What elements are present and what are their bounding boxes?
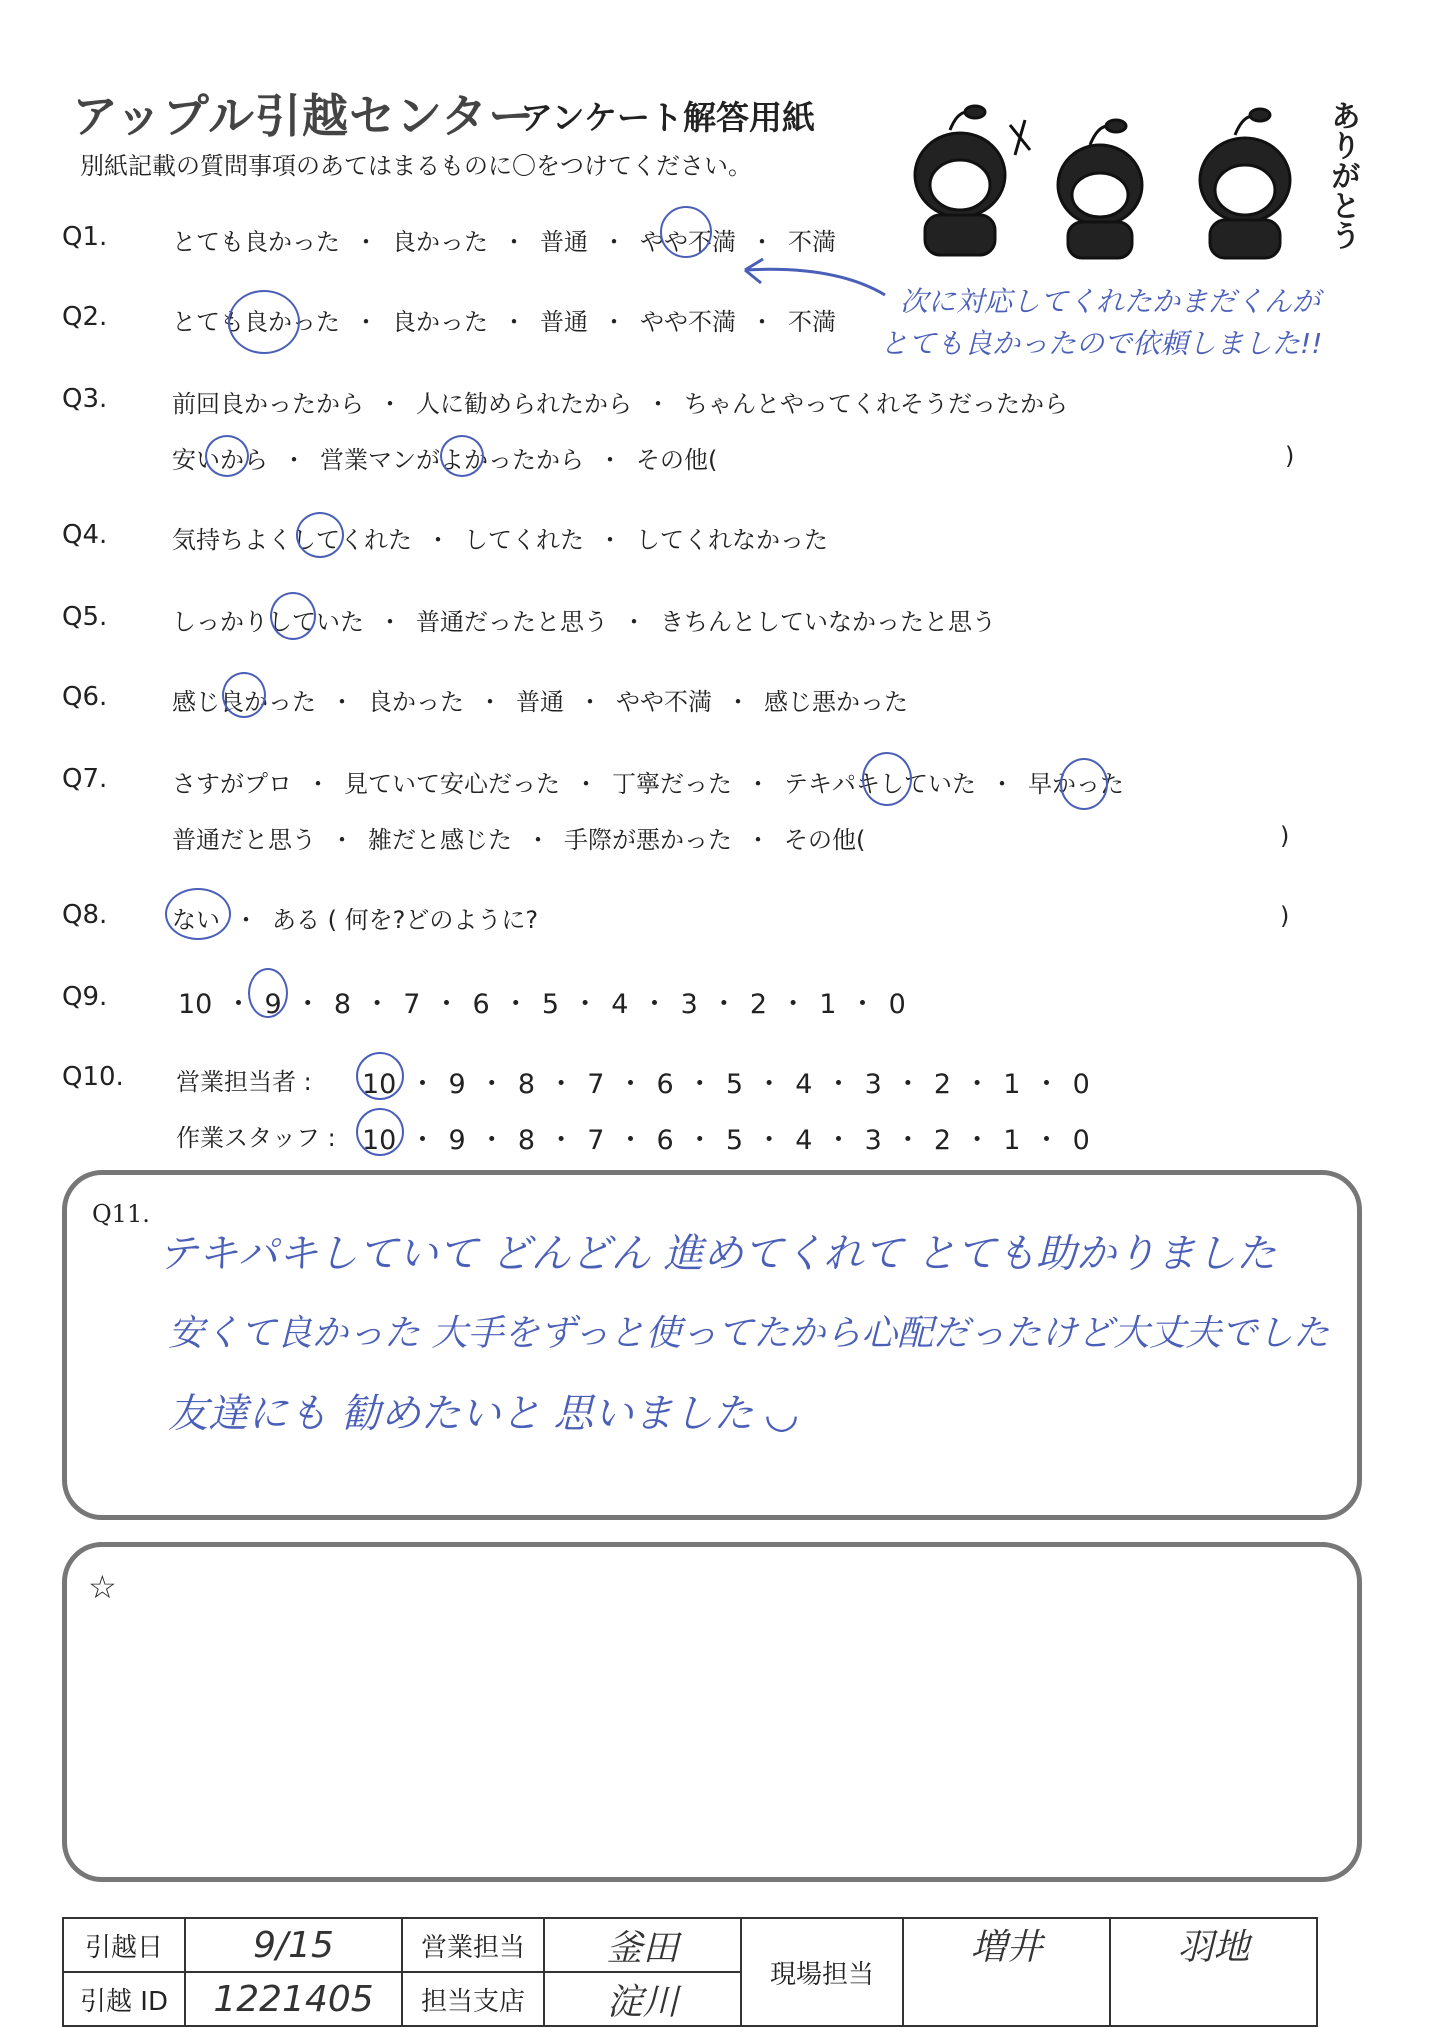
q4-option[interactable]: してくれなかった: [636, 526, 828, 554]
footer-info-table: [62, 1917, 1318, 2027]
q2-option[interactable]: 良かった: [392, 308, 488, 336]
answer-circle: [862, 752, 912, 806]
q5-label: Q5.: [62, 602, 108, 632]
q3-option[interactable]: ちゃんとやってくれそうだったから: [684, 390, 1068, 418]
q4-label: Q4.: [62, 520, 108, 550]
q7-option[interactable]: 丁寧だった: [612, 770, 732, 798]
sales-rep-label: 営業担当: [402, 1918, 544, 1972]
q6-option[interactable]: 良かった: [368, 688, 464, 716]
q3-option[interactable]: 人に勧められたから: [416, 390, 632, 418]
q3-option[interactable]: 前回良かったから: [172, 390, 364, 418]
q9-scale[interactable]: 10 ・ 9 ・ 8 ・ 7 ・ 6 ・ 5 ・ 4 ・ 3 ・ 2 ・ 1 ・ 0: [178, 989, 906, 1020]
q1-option[interactable]: やや不満: [640, 228, 736, 256]
q4-option[interactable]: してくれた: [464, 526, 584, 554]
q7-option[interactable]: 見ていて安心だった: [344, 770, 560, 798]
gorilla-3-icon: [1200, 109, 1290, 258]
answer-circle: [205, 435, 249, 477]
q1-label: Q1.: [62, 222, 108, 252]
q10-label: Q10.: [62, 1062, 124, 1092]
q10-sales-scale[interactable]: 10 ・ 9 ・ 8 ・ 7 ・ 6 ・ 5 ・ 4 ・ 3 ・ 2 ・ 1 ・ 0: [362, 1069, 1090, 1100]
q11-handwriting-line-1: テキパキしていて どんどん 進めてくれて とても助かりました: [158, 1231, 1277, 1277]
q7-option[interactable]: さすがプロ: [172, 770, 292, 798]
answer-circle: [356, 1108, 404, 1156]
answer-circle: [440, 435, 484, 477]
q3-options-line-2: 安いから ・ 営業マンがよかったから ・ その他(: [172, 446, 718, 474]
branch-label: 担当支店: [402, 1972, 544, 2026]
move-date-label: 引越日: [63, 1918, 185, 1972]
q2-option[interactable]: とても良かった: [172, 308, 340, 336]
q5-options: しっかりしていた ・ 普通だったと思う ・ きちんとしていなかったと思う: [172, 608, 996, 636]
q8-option[interactable]: ない: [172, 906, 220, 934]
q10-staff-scale[interactable]: 10 ・ 9 ・ 8 ・ 7 ・ 6 ・ 5 ・ 4 ・ 3 ・ 2 ・ 1 ・ 0: [362, 1125, 1090, 1156]
q7-option[interactable]: 手際が悪かった: [564, 826, 732, 854]
q6-option[interactable]: 感じ良かった: [172, 688, 316, 716]
move-date-value[interactable]: 9/15: [185, 1918, 402, 1972]
q1-option[interactable]: 不満: [788, 228, 836, 256]
q11-handwriting-line-3: 友達にも 勧めたいと 思いました ◡: [168, 1391, 797, 1437]
q11-handwriting-line-2: 安くて良かった 大手をずっと使ってたから心配だったけど大丈夫でした: [168, 1313, 1330, 1354]
star-comment-box[interactable]: [62, 1542, 1362, 1882]
answer-circle: [270, 592, 316, 640]
side-note-line-1: 次に対応してくれたかまだくんが: [900, 285, 1321, 318]
q7-options-line-1: さすがプロ ・ 見ていて安心だった ・ 丁寧だった ・ テキパキしていた ・ 早かった: [172, 770, 1124, 798]
q6-option[interactable]: やや不満: [616, 688, 712, 716]
q3-option[interactable]: その他(: [636, 446, 718, 474]
q2-option[interactable]: 普通: [540, 308, 588, 336]
q7-option[interactable]: 雑だと感じた: [368, 826, 512, 854]
move-id-label: 引越 ID: [63, 1972, 185, 2026]
q1-options: とても良かった ・ 良かった ・ 普通 ・ やや不満 ・ 不満: [172, 228, 836, 256]
q8-close-paren: ): [1280, 902, 1290, 930]
q5-option[interactable]: 普通だったと思う: [416, 608, 608, 636]
arigatou-text: ありがとう: [1325, 100, 1360, 250]
site-staff-value-1[interactable]: 増井: [903, 1918, 1110, 2026]
branch-value[interactable]: 淀川: [544, 1972, 741, 2026]
gorilla-mascots-illustration: [890, 90, 1320, 260]
q7-label: Q7.: [62, 764, 108, 794]
q8-label: Q8.: [62, 900, 108, 930]
q1-option[interactable]: 良かった: [392, 228, 488, 256]
answer-circle: [222, 672, 266, 718]
q7-option[interactable]: 普通だと思う: [172, 826, 316, 854]
q7-options-line-2: 普通だと思う ・ 雑だと感じた ・ 手際が悪かった ・ その他(: [172, 826, 866, 854]
q11-label: Q11.: [92, 1200, 150, 1228]
q7-option[interactable]: その他(: [784, 826, 866, 854]
answer-circle: [296, 512, 344, 558]
answer-circle: [356, 1052, 404, 1100]
answer-circle: [1060, 758, 1108, 810]
q4-options: 気持ちよくしてくれた ・ してくれた ・ してくれなかった: [172, 526, 828, 554]
q3-close-paren: ): [1285, 442, 1295, 470]
gorilla-2-icon: [1010, 120, 1142, 258]
q7-option[interactable]: 早かった: [1028, 770, 1124, 798]
q5-option[interactable]: きちんとしていなかったと思う: [660, 608, 996, 636]
sales-rep-value[interactable]: 釜田: [544, 1918, 741, 1972]
q1-option[interactable]: 普通: [540, 228, 588, 256]
q3-option[interactable]: 安いから: [172, 446, 268, 474]
q7-option[interactable]: テキパキしていた: [784, 770, 976, 798]
answer-circle: [165, 888, 231, 940]
q2-option[interactable]: 不満: [788, 308, 836, 336]
company-title: アップル引越センター: [72, 89, 536, 143]
answer-circle: [248, 968, 288, 1018]
q1-option[interactable]: とても良かった: [172, 228, 340, 256]
move-id-value[interactable]: 1221405: [185, 1972, 402, 2026]
q6-options: 感じ良かった ・ 良かった ・ 普通 ・ やや不満 ・ 感じ悪かった: [172, 688, 908, 716]
q5-option[interactable]: しっかりしていた: [172, 608, 364, 636]
answer-circle: [228, 290, 300, 354]
q7-close-paren: ): [1280, 822, 1290, 850]
q10-sales-label: 営業担当者 :: [176, 1068, 312, 1096]
q2-options: とても良かった ・ 良かった ・ 普通 ・ やや不満 ・ 不満: [172, 308, 836, 336]
q6-option[interactable]: 普通: [516, 688, 564, 716]
q10-staff-label: 作業スタッフ :: [176, 1124, 336, 1152]
q9-label: Q9.: [62, 982, 108, 1012]
side-note-arrow-icon: [735, 255, 895, 325]
q3-option[interactable]: 営業マンがよかったから: [320, 446, 584, 474]
q6-option[interactable]: 感じ悪かった: [764, 688, 908, 716]
q3-label: Q3.: [62, 384, 108, 414]
answer-circle: [660, 206, 712, 258]
side-note-line-2: とても良かったので依頼しました!!: [880, 327, 1323, 360]
q6-label: Q6.: [62, 682, 108, 712]
q4-option[interactable]: 気持ちよくしてくれた: [172, 526, 412, 554]
form-subtitle: アンケート解答用紙: [520, 98, 816, 137]
q8-options: ない ・ ある ( 何を?どのように?: [172, 906, 539, 934]
star-label: ☆: [88, 1568, 117, 1606]
q3-options-line-1: 前回良かったから ・ 人に勧められたから ・ ちゃんとやってくれそうだったから: [172, 390, 1068, 418]
q8-option[interactable]: ある ( 何を?どのように?: [272, 906, 539, 934]
site-staff-label: 現場担当: [741, 1918, 903, 2026]
q2-label: Q2.: [62, 302, 108, 332]
q2-option[interactable]: やや不満: [640, 308, 736, 336]
gorilla-1-icon: [915, 106, 1005, 255]
instruction-text: 別紙記載の質問事項のあてはまるものに〇をつけてください。: [80, 152, 752, 180]
site-staff-value-2[interactable]: 羽地: [1110, 1918, 1317, 2026]
